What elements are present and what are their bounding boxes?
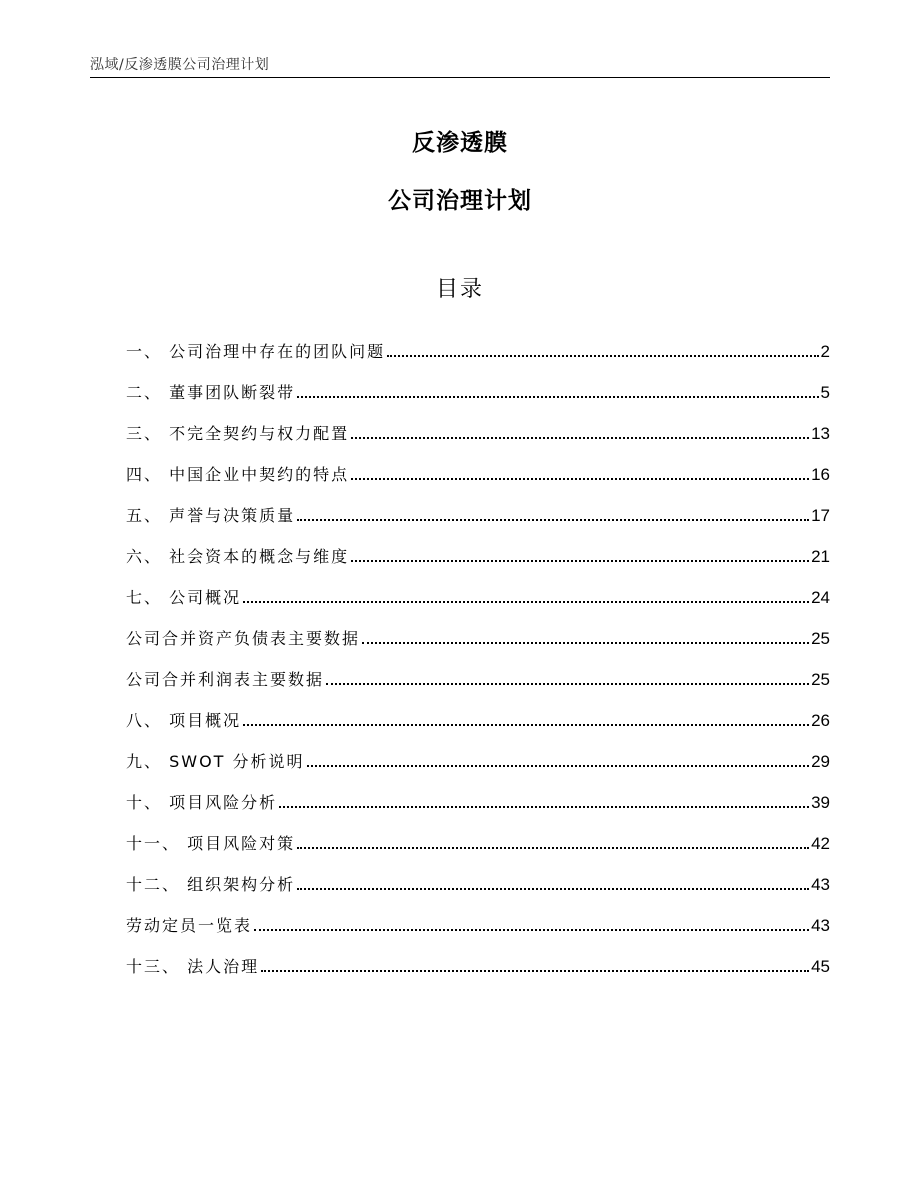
toc-entry[interactable]	[126, 611, 830, 652]
toc-leader-dots	[243, 724, 809, 726]
toc-entry[interactable]	[126, 447, 830, 488]
toc-entry-label: 劳动定员一览表	[126, 916, 253, 935]
toc-entry-label: 公司合并资产负债表主要数据	[126, 629, 361, 648]
header-divider	[90, 77, 830, 78]
toc-entry[interactable]	[126, 652, 830, 693]
toc-leader-dots	[297, 396, 818, 398]
toc-heading: 目录	[435, 277, 484, 302]
toc-leader-dots	[351, 560, 809, 562]
toc-entry-page: 13	[811, 424, 830, 443]
toc-entry-page: 39	[811, 793, 830, 812]
toc-entry-page: 43	[811, 916, 830, 935]
toc-entry[interactable]	[126, 775, 830, 816]
toc-entry[interactable]	[126, 734, 830, 775]
toc-entry-label: 二、 董事团队断裂带	[126, 383, 296, 402]
toc-entry[interactable]	[126, 488, 830, 529]
toc-entry-label: 七、 公司概况	[126, 588, 242, 607]
toc-leader-dots	[387, 355, 818, 357]
toc-entry-page: 16	[811, 465, 830, 484]
toc-entry[interactable]	[126, 816, 830, 857]
toc-entry-page: 2	[820, 342, 830, 361]
toc-entry[interactable]	[126, 693, 830, 734]
toc-entry-page: 43	[811, 875, 830, 894]
toc-entry-label: 一、 公司治理中存在的团队问题	[126, 342, 386, 361]
toc-entry-label: 十一、 项目风险对策	[126, 834, 296, 853]
toc-leader-dots	[326, 683, 809, 685]
toc-entry-label: 十二、 组织架构分析	[126, 875, 296, 894]
toc-entry-label: 三、 不完全契约与权力配置	[126, 424, 350, 443]
toc-entry-page: 5	[820, 383, 830, 402]
toc-entry[interactable]	[126, 939, 830, 980]
toc-entry-page: 29	[811, 752, 830, 771]
toc-leader-dots	[307, 765, 810, 767]
toc-leader-dots	[351, 437, 809, 439]
toc-entry[interactable]	[126, 406, 830, 447]
toc-leader-dots	[297, 888, 809, 890]
toc-entry[interactable]	[126, 529, 830, 570]
document-subtitle: 公司治理计划	[388, 188, 532, 214]
toc-entry-label: 十三、 法人治理	[126, 957, 260, 976]
toc-leader-dots	[243, 601, 809, 603]
toc-entry-page: 17	[811, 506, 830, 525]
toc-entry-page: 42	[811, 834, 830, 853]
toc-entry-label: 九、 SWOT 分析说明	[126, 752, 305, 771]
toc-entry-page: 25	[811, 670, 830, 689]
toc-leader-dots	[297, 847, 809, 849]
running-header: 泓域/反渗透膜公司治理计划	[90, 57, 270, 73]
toc-entry-page: 25	[811, 629, 830, 648]
toc-entry-label: 公司合并利润表主要数据	[126, 670, 325, 689]
toc-entry-page: 24	[811, 588, 830, 607]
toc-leader-dots	[362, 642, 809, 644]
toc-leader-dots	[279, 806, 809, 808]
toc-leader-dots	[261, 970, 809, 972]
toc-entry-label: 十、 项目风险分析	[126, 793, 278, 812]
toc-leader-dots	[297, 519, 809, 521]
toc-entry[interactable]	[126, 570, 830, 611]
document-title: 反渗透膜	[412, 130, 508, 156]
toc-entry[interactable]	[126, 857, 830, 898]
toc-entry-page: 21	[811, 547, 830, 566]
toc-entry-label: 五、 声誉与决策质量	[126, 506, 296, 525]
toc-entry[interactable]	[126, 898, 830, 939]
toc-entry-label: 八、 项目概况	[126, 711, 242, 730]
toc-entry-page: 26	[811, 711, 830, 730]
toc-entry-label: 六、 社会资本的概念与维度	[126, 547, 350, 566]
toc-entry-label: 四、 中国企业中契约的特点	[126, 465, 350, 484]
table-of-contents	[126, 324, 830, 980]
toc-entry[interactable]	[126, 365, 830, 406]
toc-leader-dots	[351, 478, 809, 480]
toc-entry-page: 45	[811, 957, 830, 976]
toc-leader-dots	[254, 929, 809, 931]
toc-entry[interactable]	[126, 324, 830, 365]
